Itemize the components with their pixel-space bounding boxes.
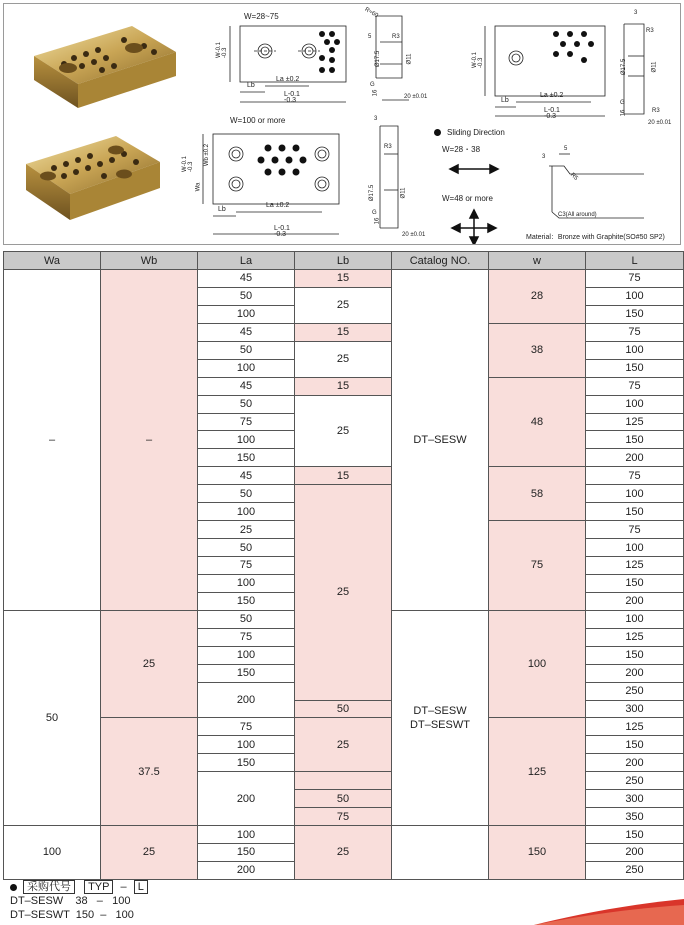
label-h-side3: 3 [374,116,378,122]
product-photo-2 [26,136,160,220]
cell-wb: 25 [101,826,198,880]
label-t2-side3: 20 ±0.01 [402,232,426,238]
legend-row-2: DT–SESWT 150 – 100 [10,909,134,921]
order-code-legend [10,880,148,922]
sliding-arrows [450,165,498,245]
cell-l: 150 [586,826,684,844]
cell-la: 100 [198,503,295,521]
cell-w: 75 [489,521,586,611]
label-w-2: W-0.1 -0.3 [471,52,484,68]
label-lb-3: Lb [218,206,226,213]
sliding-title-text: Sliding Direction [447,128,505,137]
cell-l: 300 [586,790,684,808]
cell-lb: 15 [295,377,392,395]
cell-la: 100 [198,736,295,754]
cell-l: 200 [586,844,684,862]
table-row [4,718,684,736]
cell-la: 200 [198,861,295,879]
cell-wa: 50 [4,610,101,825]
cell-l: 150 [586,431,684,449]
typ-box: TYP [84,880,113,894]
header-wb: Wb [101,252,198,270]
cell-lb: 50 [295,700,392,718]
cell-l: 150 [586,359,684,377]
cell-lb: 75 [295,808,392,826]
table-row [4,270,684,288]
cell-w: 58 [489,467,586,521]
cell-l: 200 [586,449,684,467]
cell-la: 75 [198,413,295,431]
cell-l: 250 [586,861,684,879]
cell-l: 75 [586,377,684,395]
label-l-1: L-0.1 -0.3 [284,91,300,104]
cell-lb: 25 [295,826,392,880]
cell-la: 50 [198,485,295,503]
cell-lb: 25 [295,718,392,772]
cell-w: 38 [489,323,586,377]
label-wb-3: Wb ±0.2 [204,143,211,167]
cell-wa: 100 [4,826,101,880]
l-box: L [134,880,148,894]
graphite-plugs-fig3 [258,145,307,176]
cell-wb: – [101,270,198,611]
cell-l: 200 [586,754,684,772]
cell-l: 125 [586,413,684,431]
cell-l: 150 [586,503,684,521]
cell-lb: 15 [295,323,392,341]
cell-lb: 25 [295,341,392,377]
cell-la: 200 [198,682,295,718]
sliding-label-1: W=28・38 [442,145,481,154]
label-g-side3: G [372,210,377,216]
cell-la: 150 [198,449,295,467]
legend-row-1: DT–SESW 38 – 100 [10,895,131,907]
cell-la: 150 [198,664,295,682]
header-catalog: Catalog NO. [392,252,489,270]
header-w: w [489,252,586,270]
bullet-icon [434,129,441,136]
graphite-plugs-fig2 [553,31,594,63]
label-t2-side1: 20 ±0.01 [404,94,428,100]
label-g-2: G [620,100,625,106]
cell-w: 100 [489,610,586,718]
label-r-side3: R3 [384,144,392,150]
cell-w: 150 [489,826,586,880]
cell-catalog-blank [392,826,489,880]
label-lb-2: Lb [501,97,509,104]
cell-l: 125 [586,557,684,575]
label-l-2: L-0.1 -0.3 [544,107,560,120]
cell-lb: 25 [295,395,392,467]
detail-c3: C3(All around) [558,212,597,218]
cell-la: 100 [198,431,295,449]
cell-l: 100 [586,485,684,503]
cell-l: 350 [586,808,684,826]
cell-la: 75 [198,628,295,646]
cell-catalog-pair [392,610,489,825]
cell-l: 100 [586,341,684,359]
label-lb-1: Lb [247,82,255,89]
label-d3-side1: Ø11 [406,53,413,65]
legend-title-row [10,880,148,894]
product-photo-1 [34,26,176,108]
label-r1-2: R3 [646,28,654,34]
label-d1-side3: Ø17.5 [369,184,376,202]
edge-detail [549,154,644,218]
label-h-side1: 5 [368,34,372,40]
cell-l: 75 [586,521,684,539]
cell-l: 150 [586,646,684,664]
header-la: La [198,252,295,270]
cell-l: 250 [586,682,684,700]
label-r-side1: R≈60 [363,6,379,20]
drawing-fig3-side [380,126,398,228]
cell-l: 100 [586,539,684,557]
catalog-line-1: DT–SESW [413,704,467,717]
cell-la: 45 [198,270,295,288]
table-row [4,826,684,844]
label-w-3: W-0.1 -0.3 [181,156,194,172]
cell-w: 28 [489,270,586,324]
cell-la: 50 [198,610,295,628]
cell-la: 45 [198,467,295,485]
cell-wa: – [4,270,101,611]
cell-w: 125 [489,718,586,826]
catalog-line-2: DT–SESWT [410,718,470,731]
label-t2-2: 20 ±0.01 [648,120,672,126]
cell-la: 25 [198,521,295,539]
label-d1-side1: R3 [392,34,400,40]
cell-la: 75 [198,557,295,575]
cell-la: 75 [198,718,295,736]
cell-la: 150 [198,844,295,862]
cell-la: 150 [198,592,295,610]
label-w-range-1: W=28~75 [244,12,279,21]
cell-l: 100 [586,287,684,305]
cell-l: 75 [586,323,684,341]
cell-la: 45 [198,377,295,395]
label-t1-side3: 16 [374,217,381,225]
label-t1-side1: 16 [372,89,379,97]
label-d-2: Ø17.5 [621,58,628,76]
cell-l: 100 [586,610,684,628]
cell-w: 48 [489,377,586,467]
cell-l: 150 [586,574,684,592]
label-la-2: La ±0.2 [540,92,564,99]
label-la-1: La ±0.2 [276,76,300,83]
cell-la: 100 [198,305,295,323]
label-tag-2: 3 [634,10,638,16]
detail-b: 5 [564,146,568,152]
cell-la: 100 [198,646,295,664]
cell-la: 100 [198,826,295,844]
label-d2-side3: Ø11 [400,187,407,199]
label-box: 采购代号 [23,880,75,894]
cell-l: 100 [586,395,684,413]
cell-la: 45 [198,323,295,341]
legend-dash: – [120,881,127,893]
label-d2-side1: Ø17.5 [375,50,382,68]
cell-l: 125 [586,718,684,736]
cell-la: 50 [198,395,295,413]
diagram-panel [3,3,681,245]
sliding-direction-title [434,128,505,137]
cell-la: 200 [198,772,295,826]
label-g-side1: G [370,82,375,88]
cell-catalog: DT–SESW [392,270,489,611]
cell-l: 75 [586,467,684,485]
spec-table [3,251,684,880]
cell-wb: 37.5 [101,718,198,826]
cell-l: 200 [586,664,684,682]
material-note: Material：Bronze with Graphite(SO#50 SP2) [526,234,665,241]
cell-lb: 25 [295,485,392,700]
header-l: L [586,252,684,270]
label-w-range-3: W=100 or more [230,116,286,125]
label-la-3: La ±0.2 [266,202,290,209]
cell-l: 150 [586,736,684,754]
cell-l: 75 [586,270,684,288]
graphite-plugs-fig1 [319,31,340,73]
table-header-row [4,252,684,270]
label-l-3: L-0.1 -0.3 [274,225,290,238]
label-w-1: W-0.1 -0.3 [215,42,228,58]
label-wa-3: Wa [195,182,202,192]
cell-l: 300 [586,700,684,718]
cell-la: 50 [198,539,295,557]
bullet-icon [10,884,17,891]
cell-la: 150 [198,754,295,772]
label-t1-2: 16 [620,109,627,117]
cell-lb: 25 [295,287,392,323]
header-wa: Wa [4,252,101,270]
cell-l: 200 [586,592,684,610]
cell-la: 100 [198,359,295,377]
cell-wb: 25 [101,610,198,718]
label-d2-2: Ø11 [651,61,658,73]
cell-l: 250 [586,772,684,790]
decorative-swoosh [534,895,684,925]
header-lb: Lb [295,252,392,270]
cell-l: 125 [586,628,684,646]
cell-lb: 15 [295,270,392,288]
cell-lb: 15 [295,467,392,485]
detail-r: R5 [569,172,579,182]
cell-lb: 50 [295,790,392,808]
detail-a: 3 [542,154,546,160]
cell-la: 100 [198,574,295,592]
sliding-label-2: W=48 or more [442,194,493,203]
label-r2-2: R3 [652,108,660,114]
cell-la: 50 [198,341,295,359]
cell-la: 50 [198,287,295,305]
cell-lb-blank [295,772,392,790]
technical-drawings [4,4,681,245]
cell-l: 150 [586,305,684,323]
